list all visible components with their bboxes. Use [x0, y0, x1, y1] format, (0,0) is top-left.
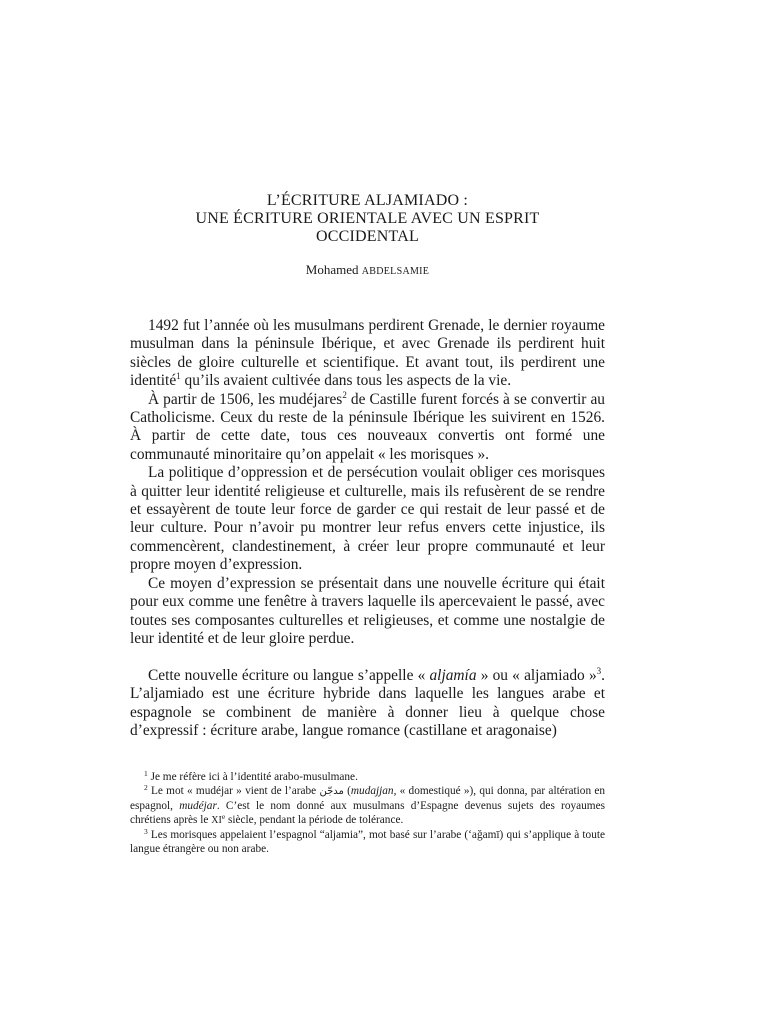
footnote-ref-1[interactable]: 1 [176, 371, 181, 382]
paragraph-text: » ou « aljamiado » [476, 666, 597, 684]
footnote-text: , « domestiqué »), qui donna, par altération en espagnol, [130, 785, 606, 813]
footnote-text: ( [343, 785, 351, 798]
footnote-2 [130, 784, 605, 828]
paragraph-text: qu’ils avaient cultivée dans tous les aspects de la vie. [180, 372, 512, 390]
footnote-number: 2 [144, 783, 148, 793]
century-suffix: e [221, 812, 226, 822]
paragraph-2 [130, 391, 605, 465]
term-mudejar: mudéjar [179, 800, 217, 813]
paragraph-text: . L’aljamiado est une écriture hybride dans laquelle les langues arabe et espagnole se combinent de manière à donner lieu à quelque chose d’expressif : écriture arabe, langue romance (castillane et aragonaise) [130, 666, 605, 739]
paragraph-text: 1492 fut l’année où les musulmans perdirent Grenade, le dernier royaume musulman dans la péninsule Ibérique, et avec Grenade ils perdirent huit siècles de gloire culturelle et scientifique. Et avant tout, ils perdirent une identité [130, 317, 605, 390]
arabic-word: مدجّن [319, 786, 344, 798]
title-line-3: OCCIDENTAL [316, 228, 419, 245]
author-last-name: ABDELSAMIE [361, 266, 430, 277]
footnotes [130, 770, 605, 856]
footnote-ref-3[interactable]: 3 [596, 665, 602, 676]
document-page [130, 192, 605, 856]
paragraph-text: À partir de 1506, les mudéjares [148, 390, 343, 408]
footnote-text: Les morisques appelaient l’espagnol “aljamia”, mot basé sur l’arabe (‘ağamī) qui s’applique à toute langue étrangère ou non arabe. [130, 829, 605, 856]
author-first-name: Mohamed [305, 262, 362, 277]
footnote-number: 3 [144, 827, 148, 837]
paragraph-text: Cette nouvelle écriture ou langue s’appelle « [148, 666, 430, 684]
article-body [130, 317, 605, 740]
footnote-text: Le mot « mudéjar » vient de l’arabe [147, 785, 320, 798]
footnote-text: Je me réfère ici à l’identité arabo-musulmane. [147, 771, 358, 784]
author-name [130, 262, 605, 280]
paragraph-text: de Castille furent forcés à se convertir au Catholicisme. Ceux du reste de la péninsule Ibérique les suivirent en 1526. À partir de cette date, tous ces nouveaux convertis ont formé une communauté minoritaire qu’on appelait « les morisques ». [130, 390, 606, 463]
paragraph-3: La politique d’oppression et de persécution voulait obliger ces morisques à quitter leur identité religieuse et culturelle, mais ils refusèrent de se rendre et essayèrent de toute leur force de garder ce qui restait de leur passé et de leur culture. Pour n’avoir pu montrer leur refus envers cette injustice, ils commencèrent, clandestinement, à créer leur propre communauté et leur propre moyen d’expression. [130, 464, 605, 574]
paragraph-5 [130, 667, 605, 741]
footnote-text: . C’est le nom donné aux musulmans d’Espagne devenus sujets des royaumes chrétiens après le [130, 800, 605, 827]
term-aljamia: aljamía [429, 666, 477, 684]
footnote-text: siècle, pendant la période de tolérance. [225, 814, 404, 827]
title-line-2: UNE ÉCRITURE ORIENTALE AVEC UN ESPRIT [195, 210, 540, 227]
footnote-1 [130, 770, 605, 784]
footnote-3 [130, 828, 605, 856]
paragraph-4: Ce moyen d’expression se présentait dans une nouvelle écriture qui était pour eux comme une fenêtre à travers laquelle ils apercevaient le passé, avec toutes ses composantes culturelles et religieuses, et comme une nostalgie de leur identité et de leur gloire perdue. [130, 574, 605, 647]
paragraph-1 [130, 317, 605, 391]
article-title [130, 192, 605, 246]
title-line-1: L’ÉCRITURE ALJAMIADO : [266, 192, 469, 209]
footnote-number: 1 [144, 769, 148, 779]
century-numeral: XI [211, 815, 222, 827]
term-mudajjan: mudajjan [350, 785, 394, 798]
footnote-ref-2[interactable]: 2 [342, 389, 347, 400]
